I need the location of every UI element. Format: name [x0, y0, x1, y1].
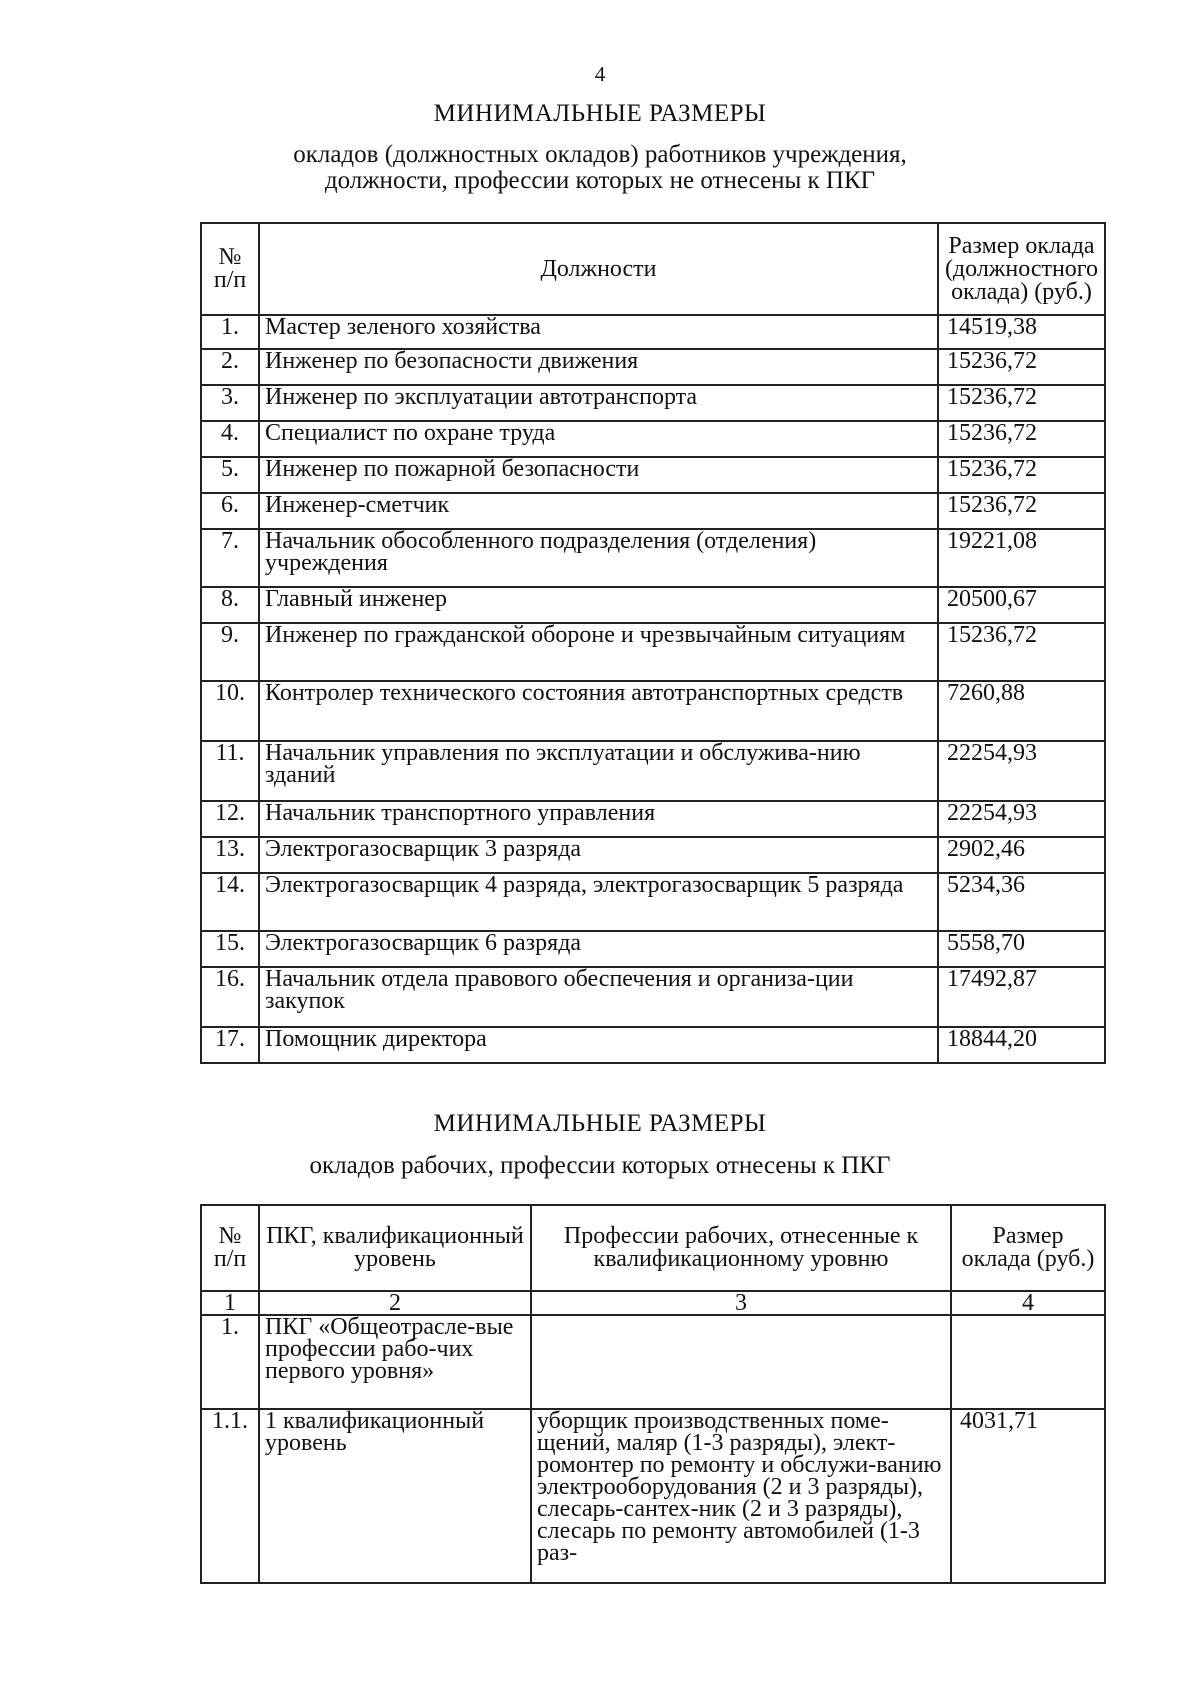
table2-header-row: [201, 1205, 1105, 1291]
row-num: 2.: [201, 349, 259, 385]
row-num: 13.: [201, 837, 259, 873]
row-salary: 14519,38: [938, 315, 1105, 349]
row-num: 1.1.: [201, 1409, 259, 1583]
row-position: Специалист по охране труда: [259, 421, 938, 457]
table-row: [201, 837, 1105, 873]
row-num: 1.: [201, 315, 259, 349]
row-position: Электрогазосварщик 3 разряда: [259, 837, 938, 873]
row-salary: 15236,72: [938, 349, 1105, 385]
row-salary: 20500,67: [938, 587, 1105, 623]
row-num: 6.: [201, 493, 259, 529]
section1-subtitle-line1: окладов (должностных окладов) работников учреждения,: [293, 141, 907, 168]
salary-table-2: [200, 1204, 1106, 1584]
table-row: [201, 801, 1105, 837]
row-salary: 22254,93: [938, 741, 1105, 801]
table-row: [201, 741, 1105, 801]
row-salary: 7260,88: [938, 681, 1105, 741]
row-num: 4.: [201, 421, 259, 457]
row-salary: 15236,72: [938, 421, 1105, 457]
page-number: 4: [594, 62, 606, 86]
table-row: [201, 623, 1105, 681]
table-row: [201, 1409, 1105, 1583]
row-salary: 15236,72: [938, 457, 1105, 493]
row-salary: [951, 1315, 1105, 1409]
row-salary: 17492,87: [938, 967, 1105, 1027]
section1-subtitle-line2: должности, профессии которых не отнесены к ПКГ: [324, 167, 876, 194]
row-professions: уборщик производственных поме-щений, маляр (1-3 разряды), элект-ромонтер по ремонту и обслужи-ванию электрооборудования (2 и 3 разряды), слесарь-сантех-ник (2 и 3 разряды), слесарь по ремонту автомобилей (1-3 раз-: [531, 1409, 951, 1583]
row-num: 16.: [201, 967, 259, 1027]
col-number: 4: [951, 1291, 1105, 1315]
row-salary: 5234,36: [938, 873, 1105, 931]
row-num: 3.: [201, 385, 259, 421]
row-salary: 2902,46: [938, 837, 1105, 873]
row-position: Мастер зеленого хозяйства: [259, 315, 938, 349]
row-num: 8.: [201, 587, 259, 623]
row-position: Электрогазосварщик 6 разряда: [259, 931, 938, 967]
header-professions: Профессии рабочих, отнесенные к квалификационному уровню: [531, 1205, 951, 1291]
table-row: [201, 315, 1105, 349]
header-num: № п/п: [201, 1205, 259, 1291]
table1-header-row: [201, 223, 1105, 315]
row-position: Инженер по эксплуатации автотранспорта: [259, 385, 938, 421]
row-num: 17.: [201, 1027, 259, 1063]
row-pkg: 1 квалификационный уровень: [259, 1409, 531, 1583]
row-num: 7.: [201, 529, 259, 587]
table-row: [201, 1315, 1105, 1409]
row-position: Электрогазосварщик 4 разряда, электрогазосварщик 5 разряда: [259, 873, 938, 931]
row-num: 15.: [201, 931, 259, 967]
section2-subtitle: окладов рабочих, профессии которых отнесены к ПКГ: [309, 1152, 891, 1179]
row-salary: 18844,20: [938, 1027, 1105, 1063]
row-num: 11.: [201, 741, 259, 801]
section1-title: МИНИМАЛЬНЫЕ РАЗМЕРЫ: [433, 100, 767, 127]
row-salary: 15236,72: [938, 623, 1105, 681]
row-salary: 22254,93: [938, 801, 1105, 837]
header-salary: Размер оклада (должностного оклада) (руб.): [938, 223, 1105, 315]
row-num: 12.: [201, 801, 259, 837]
row-position: Инженер-сметчик: [259, 493, 938, 529]
row-professions: [531, 1315, 951, 1409]
row-position: Начальник управления по эксплуатации и обслужива-нию зданий: [259, 741, 938, 801]
table-row: [201, 529, 1105, 587]
row-position: Начальник отдела правового обеспечения и организа-ции закупок: [259, 967, 938, 1027]
row-salary: 15236,72: [938, 385, 1105, 421]
table-row: [201, 967, 1105, 1027]
table2-column-numbers: [201, 1291, 1105, 1315]
row-num: 10.: [201, 681, 259, 741]
table-row: [201, 873, 1105, 931]
row-salary: 4031,71: [951, 1409, 1105, 1583]
col-number: 1: [201, 1291, 259, 1315]
table-row: [201, 349, 1105, 385]
table-row: [201, 587, 1105, 623]
row-position: Начальник транспортного управления: [259, 801, 938, 837]
table-row: [201, 385, 1105, 421]
header-position: Должности: [259, 223, 938, 315]
row-position: Начальник обособленного подразделения (отделения) учреждения: [259, 529, 938, 587]
table-row: [201, 1027, 1105, 1063]
table-row: [201, 493, 1105, 529]
row-position: Помощник директора: [259, 1027, 938, 1063]
section2-title: МИНИМАЛЬНЫЕ РАЗМЕРЫ: [433, 1110, 767, 1137]
row-position: Инженер по безопасности движения: [259, 349, 938, 385]
row-num: 14.: [201, 873, 259, 931]
row-num: 5.: [201, 457, 259, 493]
table-row: [201, 931, 1105, 967]
row-num: 1.: [201, 1315, 259, 1409]
row-position: Инженер по гражданской обороне и чрезвычайным ситуациям: [259, 623, 938, 681]
row-num: 9.: [201, 623, 259, 681]
row-position: Инженер по пожарной безопасности: [259, 457, 938, 493]
col-number: 3: [531, 1291, 951, 1315]
header-pkg: ПКГ, квалификационный уровень: [259, 1205, 531, 1291]
row-position: Главный инженер: [259, 587, 938, 623]
table-row: [201, 681, 1105, 741]
header-num: № п/п: [201, 223, 259, 315]
col-number: 2: [259, 1291, 531, 1315]
row-pkg: ПКГ «Общеотрасле-вые профессии рабо-чих первого уровня»: [259, 1315, 531, 1409]
row-salary: 19221,08: [938, 529, 1105, 587]
table-row: [201, 457, 1105, 493]
row-salary: 15236,72: [938, 493, 1105, 529]
row-salary: 5558,70: [938, 931, 1105, 967]
salary-table-1: [200, 222, 1106, 1064]
header-salary: Размер оклада (руб.): [951, 1205, 1105, 1291]
row-position: Контролер технического состояния автотранспортных средств: [259, 681, 938, 741]
table-row: [201, 421, 1105, 457]
